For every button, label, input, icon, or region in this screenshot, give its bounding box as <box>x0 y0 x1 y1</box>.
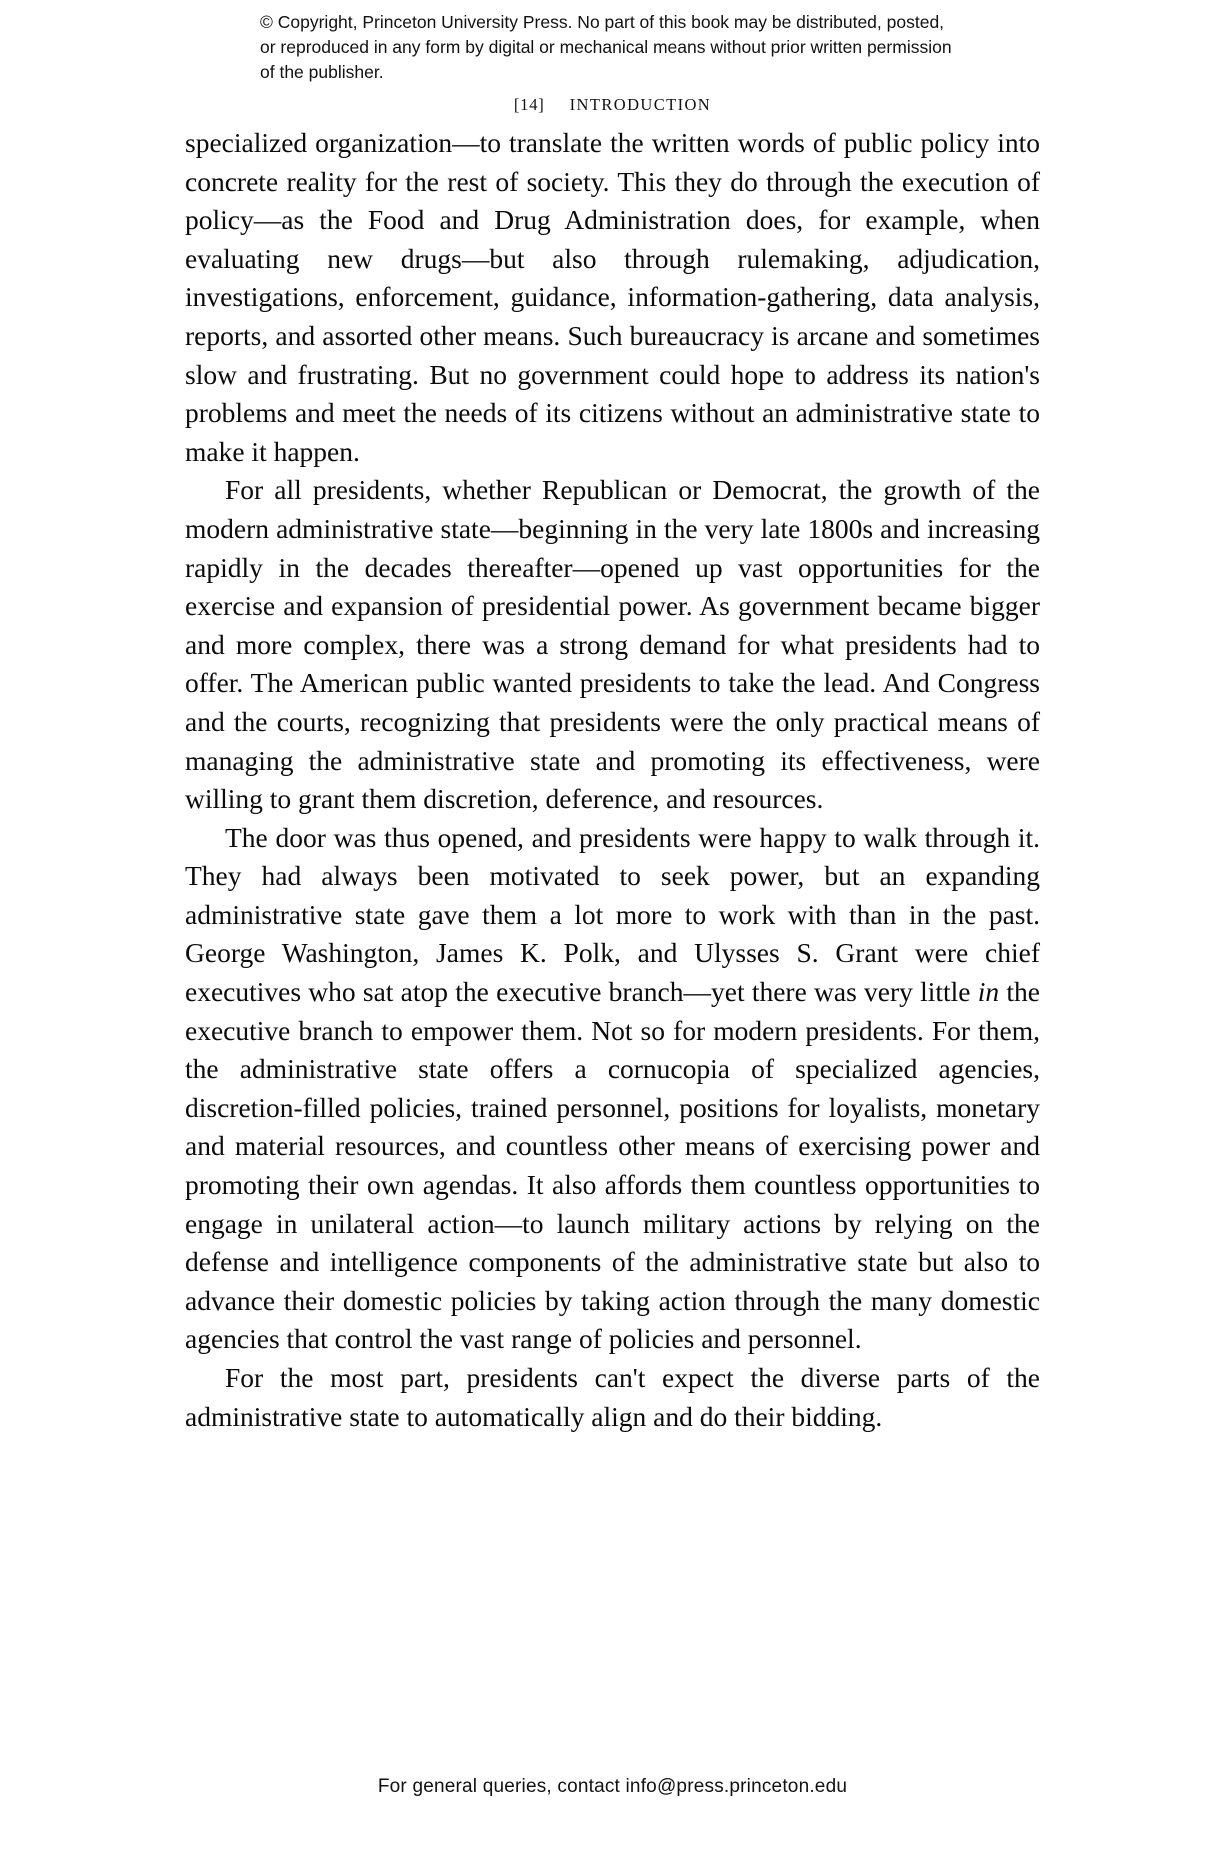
body-text-column <box>185 124 1040 1436</box>
paragraph-2: For all presidents, whether Republican or Democrat, the growth of the modern administrative state—beginning in the very late 1800s and increasing rapidly in the decades thereafter—opened up vast opportunities for the exercise and expansion of presidential power. As government became bigger and more complex, there was a strong demand for what presidents had to offer. The American public wanted presidents to take the lead. And Congress and the courts, recognizing that presidents were the only practical means of managing the administrative state and promoting its effectiveness, were willing to grant them discretion, deference, and resources. <box>185 474 1040 815</box>
paragraph-3-emphasis: in <box>977 976 1000 1008</box>
running-head-title: INTRODUCTION <box>569 95 712 114</box>
paragraph-3-part-2: the executive branch to empower them. Not so for modern presidents. For them, the administrative state offers a cornucopia of specialized agencies, discretion-filled policies, trained personnel, positions for loyalists, monetary and material resources, and countless other means of exercising power and promoting their own agendas. It also affords them countless opportunities to engage in unilateral action—to launch military actions by relying on the defense and intelligence components of the administrative state but also to advance their domestic policies by taking action through the many domestic agencies that control the vast range of policies and personnel. <box>185 976 1040 1355</box>
paragraph-3 <box>185 819 1040 1359</box>
paragraph-1: specialized organization—to translate the written words of public policy into concrete reality for the rest of society. This they do through the execution of policy—as the Food and Drug Administration does, for example, when evaluating new drugs—but also through rulemaking, adjudication, investigations, enforcement, guidance, information-gathering, data analysis, reports, and assorted other means. Such bureaucracy is arcane and sometimes slow and frustrating. But no government could hope to address its nation's problems and meet the needs of its citizens without an administrative state to make it happen. <box>185 127 1040 467</box>
copyright-notice: © Copyright, Princeton University Press. No part of this book may be distributed, posted, or reproduced in any form by digital or mechanical means without prior written permission of the publisher. <box>260 12 952 82</box>
page-folio: [14] <box>513 95 545 114</box>
paragraph-3-part-1: The door was thus opened, and presidents were happy to walk through it. They had always been motivated to seek power, but an expanding administrative state gave them a lot more to work with than in the past. George Washington, James K. Polk, and Ulysses S. Grant were chief executives who sat atop the executive branch—yet there was very little <box>185 821 1040 1008</box>
page-footer: For general queries, contact info@press.princeton.edu <box>377 1776 848 1797</box>
paragraph-4: For the most part, presidents can't expect the diverse parts of the administrative state to automatically align and do their bidding. <box>185 1362 1040 1432</box>
running-head <box>0 95 1225 115</box>
